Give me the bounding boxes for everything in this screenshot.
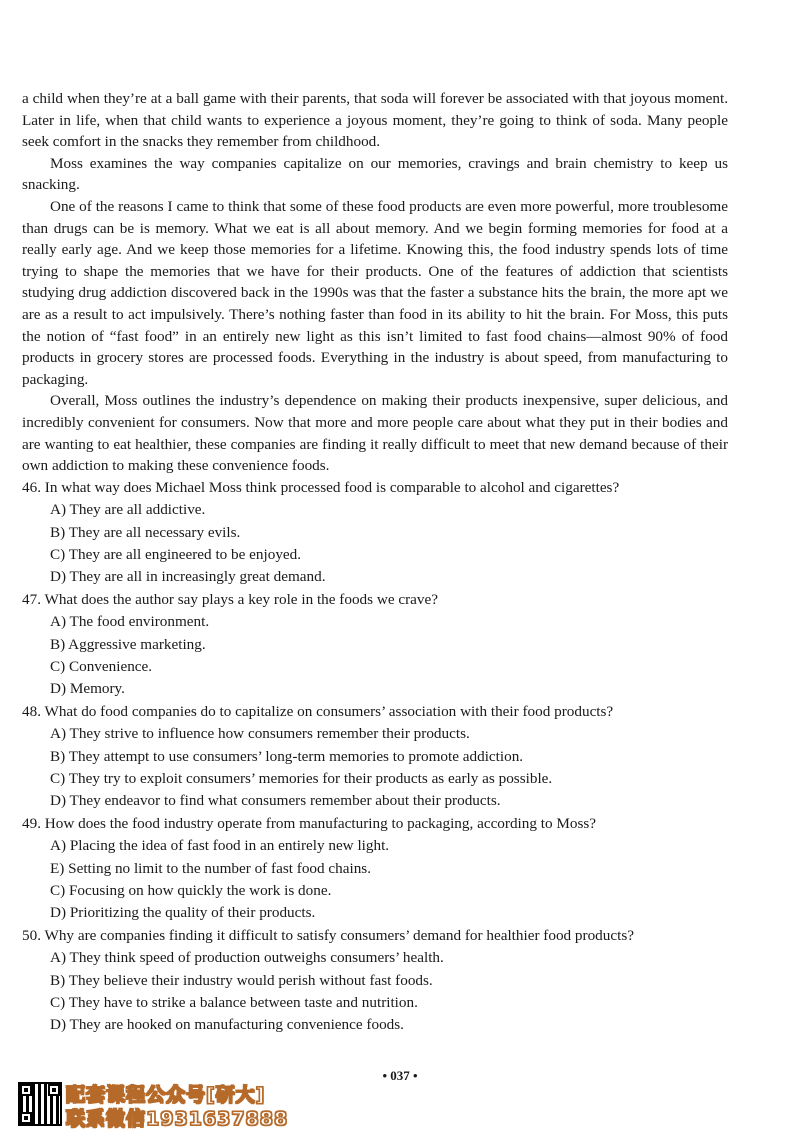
question-49 xyxy=(22,813,728,925)
option-d: D) Prioritizing the quality of their products. xyxy=(50,904,316,922)
option-a: A) The food environment. xyxy=(50,613,210,631)
option-d: D) They are all in increasingly great demand. xyxy=(50,568,326,586)
option-d: D) They endeavor to find what consumers remember about their products. xyxy=(50,792,501,810)
option-b: B) They believe their industry would perish without fast foods. xyxy=(50,971,433,989)
question-stem: 49. How does the food industry operate from manufacturing to packaging, according to Moss? xyxy=(22,814,597,832)
option-a: A) They think speed of production outweighs consumers’ health. xyxy=(50,949,444,967)
question-50 xyxy=(22,925,728,1037)
question-stem: 47. What does the author say plays a key role in the foods we crave? xyxy=(22,590,438,608)
option-d: D) Memory. xyxy=(50,680,125,698)
option-c: C) They have to strike a balance between taste and nutrition. xyxy=(50,994,418,1012)
option-b: B) Aggressive marketing. xyxy=(50,635,206,653)
option-a: A) They are all addictive. xyxy=(50,501,206,519)
question-stem: 46. In what way does Michael Moss think processed food is comparable to alcohol and cigarettes? xyxy=(22,478,620,496)
option-c: C) They are all engineered to be enjoyed. xyxy=(50,545,302,563)
passage-paragraph-1: a child when they’re at a ball game with their parents, that soda will forever be associated with that joyous moment. Later in life, when that child wants to experience a joyous moment, they’re going to think of soda. Many people seek comfort in the snacks they remember from childhood. xyxy=(22,90,728,151)
watermark-line-2: 联系微信1931637888 xyxy=(66,1108,289,1130)
question-46 xyxy=(22,477,728,589)
option-d: D) They are hooked on manufacturing convenience foods. xyxy=(50,1016,404,1034)
option-c: C) Focusing on how quickly the work is done. xyxy=(50,882,332,899)
question-47 xyxy=(22,589,728,701)
option-c: C) They try to exploit consumers’ memories for their products as early as possible. xyxy=(50,769,553,787)
option-b: E) Setting no limit to the number of fast food chains. xyxy=(50,859,371,877)
option-a: A) They strive to influence how consumers remember their products. xyxy=(50,725,470,743)
option-b: B) They attempt to use consumers’ long-term memories to promote addiction. xyxy=(50,747,524,765)
question-48 xyxy=(22,701,728,813)
document-page xyxy=(22,88,728,1037)
passage-paragraph-3: One of the reasons I came to think that some of these food products are even more powerful, more troublesome than drugs can be is memory. What we eat is all about memory. And we begin forming memories for food at a really early age. And we keep those memories for a lifetime. Knowing this, the food industry spends lots of time trying to shape the memories that we have for their products. One of the features of addiction that scientists studying drug addiction discovered back in the 1990s was that the faster a substance hits the brain, the more apt we are as a result to act impulsively. There’s nothing faster than food in its ability to hit the brain. For Moss, this puts the notion of “fast food” in an entirely new light as this isn’t limited to fast food chains—almost 90% of food products in grocery stores are processed foods. Everything in the industry is about speed, from manufacturing to packaging. xyxy=(22,197,728,388)
qr-code-icon xyxy=(18,1082,62,1126)
option-b: B) They are all necessary evils. xyxy=(50,523,241,541)
passage-paragraph-4: Overall, Moss outlines the industry’s dependence on making their products inexpensive, super delicious, and incredibly convenient for consumers. Now that more and more people care about what they put in their bodies and are wanting to eat healthier, these companies are finding it really difficult to meet that new demand because of their own addiction to making these convenience foods. xyxy=(22,392,728,475)
watermark-line-1: 配套课程公众号[研大] xyxy=(66,1084,266,1106)
question-stem: 50. Why are companies finding it difficult to satisfy consumers’ demand for healthier food products? xyxy=(22,926,634,944)
option-c: C) Convenience. xyxy=(50,657,153,675)
passage-paragraph-2: Moss examines the way companies capitalize on our memories, cravings and brain chemistry to keep us snacking. xyxy=(22,154,728,194)
option-a: A) Placing the idea of fast food in an entirely new light. xyxy=(50,837,390,855)
page-number: • 037 • xyxy=(382,1068,418,1083)
question-stem: 48. What do food companies do to capitalize on consumers’ association with their food products? xyxy=(22,702,614,720)
